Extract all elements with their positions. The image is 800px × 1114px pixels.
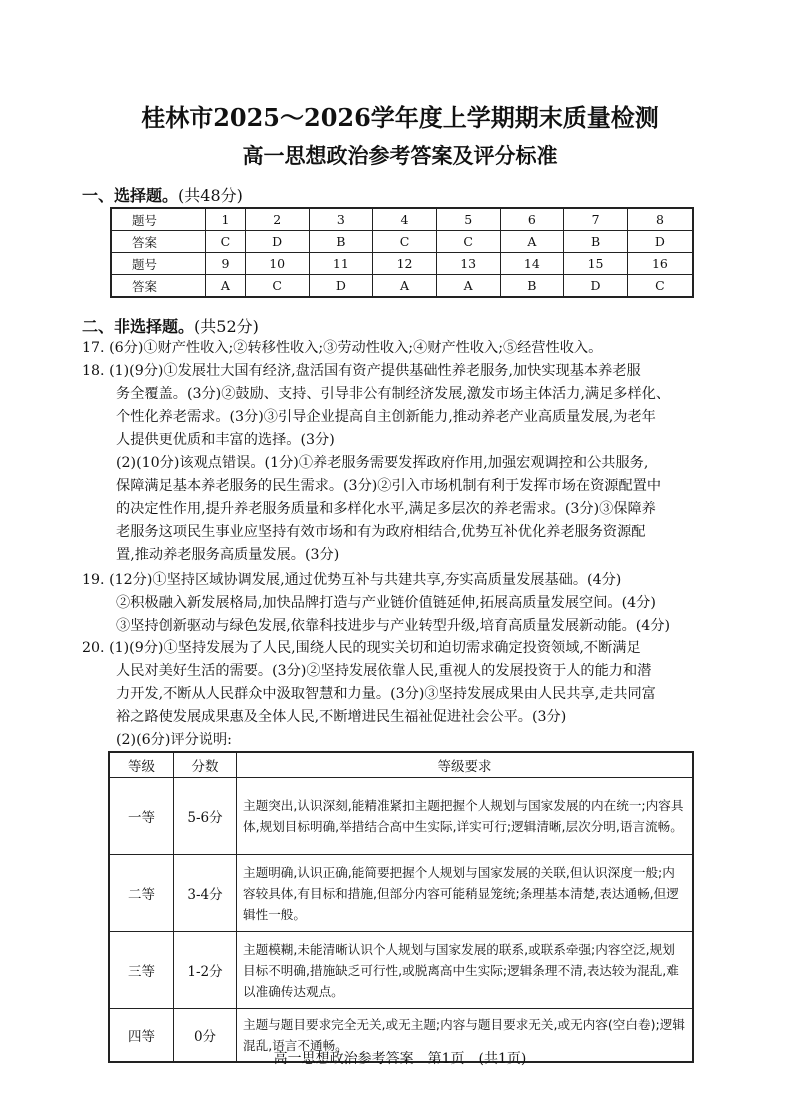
answer-line: ②积极融入新发展格局,加快品牌打造与产业链价值链延伸,拓展高质量发展空间。(4分) xyxy=(116,595,656,611)
question-number: 2 xyxy=(245,208,309,231)
question-number: 4 xyxy=(373,208,437,231)
question-number: 16 xyxy=(627,253,693,275)
answer-cell: D xyxy=(564,275,628,298)
answer-cell: B xyxy=(564,231,628,253)
rubric-row xyxy=(109,855,693,932)
section-1-score: (共48分) xyxy=(178,186,243,205)
grading-rubric-table xyxy=(108,751,694,1063)
answer-line: (2)(10分)该观点错误。(1分)①养老服务需要发挥政府作用,加强宏观调控和公共服务, xyxy=(116,455,649,471)
answer-line: 的决定性作用,提升养老服务质量和多样化水平,满足多层次的养老需求。(3分)③保障养 xyxy=(116,501,656,517)
rubric-score: 3-4分 xyxy=(174,855,237,932)
header-level: 等级 xyxy=(109,752,174,778)
answer-cell: B xyxy=(500,275,564,298)
rubric-row xyxy=(109,778,693,855)
answer-cell: A xyxy=(500,231,564,253)
question-18-answer xyxy=(82,360,722,567)
answer-line: 务全覆盖。(3分)②鼓励、支持、引导非公有制经济发展,激发市场主体活力,满足多样化、 xyxy=(116,386,671,402)
rubric-level: 二等 xyxy=(109,855,174,932)
question-number: 12 xyxy=(373,253,437,275)
answer-row xyxy=(111,231,693,253)
answer-cell: A xyxy=(206,275,246,298)
question-number: 10 xyxy=(245,253,309,275)
question-number: 14 xyxy=(500,253,564,275)
rubric-level: 一等 xyxy=(109,778,174,855)
answer-line: 老服务这项民生事业应坚持有效市场和有为政府相结合,优势互补优化养老服务资源配 xyxy=(116,524,646,540)
question-number: 15 xyxy=(564,253,628,275)
question-17-answer xyxy=(82,337,722,360)
question-number: 5 xyxy=(436,208,500,231)
answer-line: ③坚持创新驱动与绿色发展,依靠科技进步与产业转型升级,培育高质量发展新动能。(4分) xyxy=(116,618,671,634)
multiple-choice-answer-table xyxy=(110,207,694,298)
question-number-row xyxy=(111,253,693,275)
section-1-heading xyxy=(82,183,243,206)
section-2-score: (共52分) xyxy=(194,317,259,336)
answer-line: (2)(6分)评分说明: xyxy=(116,732,232,748)
answer-cell: C xyxy=(245,275,309,298)
rubric-requirement: 主题明确,认识正确,能简要把握个人规划与国家发展的关联,但认识深度一般;内容较具体,有目标和措施,但部分内容可能稍显笼统;条理基本清楚,表达通畅,但逻辑性一般。 xyxy=(237,855,694,932)
header-score: 分数 xyxy=(174,752,237,778)
document-title: 桂林市2025～2026学年度上学期期末质量检测 xyxy=(141,103,659,132)
answer-line: 个性化养老需求。(3分)③引导企业提高自主创新能力,推动养老产业高质量发展,为老年 xyxy=(116,409,656,425)
answer-cell: C xyxy=(627,275,693,298)
answer-line: 19. (12分)①坚持区域协调发展,通过优势互补与共建共享,夯实高质量发展基础。(4分) xyxy=(82,572,622,588)
answer-cell: D xyxy=(627,231,693,253)
document-subtitle: 高一思想政治参考答案及评分标准 xyxy=(242,143,558,168)
answer-line: 裕之路使发展成果惠及全体人民,不断增进民生福祉促进社会公平。(3分) xyxy=(116,709,567,725)
question-19-answer xyxy=(82,569,722,638)
rubric-requirement: 主题突出,认识深刻,能精准紧扣主题把握个人规划与国家发展的内在统一;内容具体,规划目标明确,举措结合高中生实际,详实可行;逻辑清晰,层次分明,语言流畅。 xyxy=(237,778,694,855)
rubric-row xyxy=(109,932,693,1009)
answer-line: 18. (1)(9分)①发展壮大国有经济,盘活国有资产提供基础性养老服务,加快实现基本养老服 xyxy=(82,363,641,379)
question-number: 6 xyxy=(500,208,564,231)
answer-line: 保障满足基本养老服务的民生需求。(3分)②引入市场机制有利于发挥市场在资源配置中 xyxy=(116,478,662,494)
rubric-score: 1-2分 xyxy=(174,932,237,1009)
answer-line: 17. (6分)①财产性收入;②转移性收入;③劳动性收入;④财产性收入;⑤经营性收入。 xyxy=(82,340,603,356)
answer-cell: C xyxy=(436,231,500,253)
answer-cell: C xyxy=(373,231,437,253)
rubric-requirement: 主题模糊,未能清晰认识个人规划与国家发展的联系,或联系牵强;内容空泛,规划目标不明确,措施缺乏可行性,或脱离高中生实际;逻辑条理不清,表达较为混乱,难以准确传达观点。 xyxy=(237,932,694,1009)
section-2-heading xyxy=(82,314,259,337)
section-1-title: 一、选择题。 xyxy=(82,186,179,205)
answer-line: 力开发,不断从人民群众中汲取智慧和力量。(3分)③坚持发展成果由人民共享,走共同富 xyxy=(116,686,656,702)
answer-line: 人提供更优质和丰富的选择。(3分) xyxy=(116,432,335,448)
rubric-score: 5-6分 xyxy=(174,778,237,855)
row-label: 答案 xyxy=(111,231,206,253)
rubric-score: 0分 xyxy=(174,1009,237,1063)
answer-line: 人民对美好生活的需要。(3分)②坚持发展依靠人民,重视人的发展投资于人的能力和潜 xyxy=(116,663,652,679)
question-number: 9 xyxy=(206,253,246,275)
row-label: 题号 xyxy=(111,208,206,231)
answer-cell: C xyxy=(206,231,246,253)
header-requirement: 等级要求 xyxy=(237,752,694,778)
question-number: 7 xyxy=(564,208,628,231)
question-number-row xyxy=(111,208,693,231)
answer-row xyxy=(111,275,693,298)
question-number: 3 xyxy=(309,208,373,231)
answer-cell: D xyxy=(245,231,309,253)
answer-cell: A xyxy=(373,275,437,298)
rubric-requirement: 主题与题目要求完全无关,或无主题;内容与题目要求无关,或无内容(空白卷);逻辑混乱,语言不通畅。 xyxy=(237,1009,694,1063)
page-footer: 高一思想政治参考答案 第1页 (共1页) xyxy=(273,1051,527,1067)
row-label: 题号 xyxy=(111,253,206,275)
rubric-level: 三等 xyxy=(109,932,174,1009)
answer-line: 20. (1)(9分)①坚持发展为了人民,围绕人民的现实关切和迫切需求确定投资领域,不断满足 xyxy=(82,640,641,656)
answer-cell: B xyxy=(309,231,373,253)
rubric-level: 四等 xyxy=(109,1009,174,1063)
answer-line: 置,推动养老服务高质量发展。(3分) xyxy=(116,547,340,563)
question-number: 11 xyxy=(309,253,373,275)
row-label: 答案 xyxy=(111,275,206,298)
answer-cell: D xyxy=(309,275,373,298)
section-2-title: 二、非选择题。 xyxy=(82,317,195,336)
question-20-answer xyxy=(82,637,722,752)
rubric-header-row xyxy=(109,752,693,778)
answer-cell: A xyxy=(436,275,500,298)
question-number: 1 xyxy=(206,208,246,231)
question-number: 8 xyxy=(627,208,693,231)
question-number: 13 xyxy=(436,253,500,275)
